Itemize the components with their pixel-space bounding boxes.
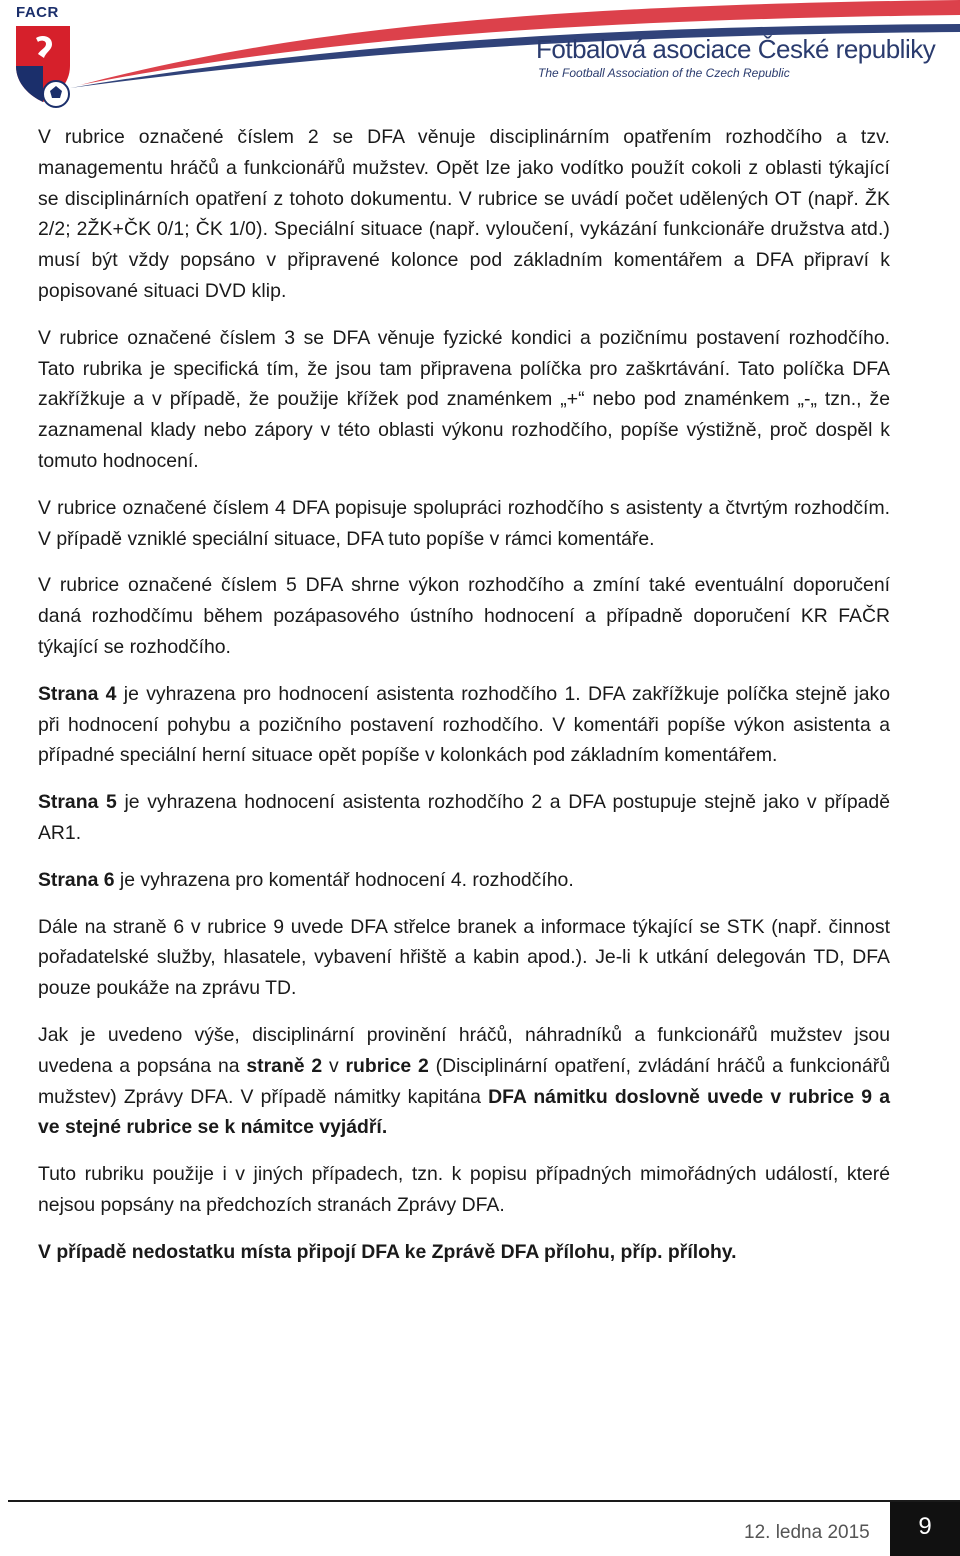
paragraph bbox=[38, 787, 890, 849]
text-run: je vyhrazena hodnocení asistenta rozhodčího 2 a DFA postupuje stejně jako v případě AR1. bbox=[38, 791, 890, 844]
page-number: 9 bbox=[890, 1502, 960, 1556]
bold-text: Strana 6 bbox=[38, 868, 115, 891]
paragraph bbox=[38, 493, 890, 555]
text-run: Tuto rubriku použije i v jiných případech, tzn. k popisu případných mimořádných událostí, které nejsou popsány na předchozích stranách Zprávy DFA. bbox=[38, 1163, 890, 1216]
paragraph bbox=[38, 323, 890, 477]
paragraph bbox=[38, 865, 890, 896]
bold-text: V případě nedostatku místa připojí DFA ke Zprávě DFA přílohu, příp. přílohy. bbox=[38, 1240, 737, 1263]
bold-text: Strana 5 bbox=[38, 791, 117, 814]
bold-text: Strana 4 bbox=[38, 682, 117, 705]
bold-text: rubrice 2 bbox=[345, 1054, 429, 1077]
paragraph bbox=[38, 1159, 890, 1221]
document-body bbox=[38, 122, 890, 1284]
text-run: V rubrice označené číslem 2 se DFA věnuje disciplinárním opatřením rozhodčího a tzv. managementu hráčů a funkcionářů mužstev. Opět lze jako vodítko použít cokoli z oblasti týkající se disciplinárních opatření z tohoto dokumentu. V rubrice se uvádí počet udělených OT (např. ŽK 2/2; 2ŽK+ČK 0/1; ČK 1/0). Speciální situace (např. vyloučení, vykázání funkcionáře družstva atd.) musí být vždy popsáno v připravené kolonce pod základním komentářem a DFA připraví k popisované situaci DVD klip. bbox=[38, 126, 890, 302]
paragraph bbox=[38, 679, 890, 771]
paragraph bbox=[38, 1020, 890, 1143]
text-run: V rubrice označené číslem 5 DFA shrne výkon rozhodčího a zmíní také eventuální doporučení daná rozhodčímu během pozápasového ústního hodnocení a případně doporučení KR FAČR týkající se rozhodčího. bbox=[38, 574, 890, 658]
paragraph bbox=[38, 912, 890, 1004]
text-run: V rubrice označené číslem 4 DFA popisuje spolupráci rozhodčího s asistenty a čtvrtým rozhodčím. V případě vzniklé speciální situace, DFA tuto popíše v rámci komentáře. bbox=[38, 496, 890, 550]
page-header bbox=[0, 0, 960, 112]
paragraph bbox=[38, 570, 890, 662]
footer-date: 12. ledna 2015 bbox=[744, 1522, 870, 1543]
text-run: Dále na straně 6 v rubrice 9 uvede DFA střelce branek a informace týkající se STK (např. činnost pořadatelské služby, hlasatele, vybavení hřiště a kabin apod.). Je-li k utkání delegován TD, DFA pouze poukáže na zprávu TD. bbox=[38, 915, 890, 1000]
organization-name: Fotbalová asociace České republiky bbox=[536, 34, 936, 64]
text-run: Jak je uvedeno výše, disciplinární provinění hráčů, náhradníků a funkcionářů mužstev jsou uvedena a popsána na bbox=[38, 1023, 890, 1077]
text-run: je vyhrazena pro hodnocení asistenta rozhodčího 1. DFA zakřížkuje políčka stejně jako při hodnocení pohybu a pozičního postavení rozhodčího. V komentáři popíše výkon asistenta a případné speciální herní situace opět popíše v kolonkách pod základním komentářem. bbox=[38, 682, 890, 767]
bold-text: straně 2 bbox=[246, 1054, 323, 1077]
text-run: v bbox=[322, 1054, 346, 1077]
paragraph bbox=[38, 1237, 890, 1268]
logo-text: FACR bbox=[16, 4, 59, 21]
paragraph bbox=[38, 122, 890, 307]
bold-text: DFA námitku doslovně uvede v rubrice 9 a ve stejné rubrice se k námitce vyjádří. bbox=[38, 1085, 890, 1139]
text-run: (Disciplinární opatření, zvládání hráčů a funkcionářů mužstev) Zprávy DFA. V případě námitky kapitána bbox=[38, 1054, 890, 1108]
footer-rule bbox=[8, 1500, 960, 1502]
text-run: je vyhrazena pro komentář hodnocení 4. rozhodčího. bbox=[114, 868, 574, 891]
organization-subtitle: The Football Association of the Czech Republic bbox=[538, 66, 790, 80]
text-run: V rubrice označené číslem 3 se DFA věnuje fyzické kondici a pozičnímu postavení rozhodčího. Tato rubrika je specifická tím, že jsou tam připravena políčka pro zaškrtávání. Tato políčka DFA zakřížkuje a v případě, že použije křížek pod znaménkem „+“ nebo pod znaménkem „-„ tzn., že zaznamenal klady nebo zápory v této oblasti výkonu rozhodčího, popíše výstižně, proč dospěl k tomuto hodnocení. bbox=[38, 326, 890, 472]
